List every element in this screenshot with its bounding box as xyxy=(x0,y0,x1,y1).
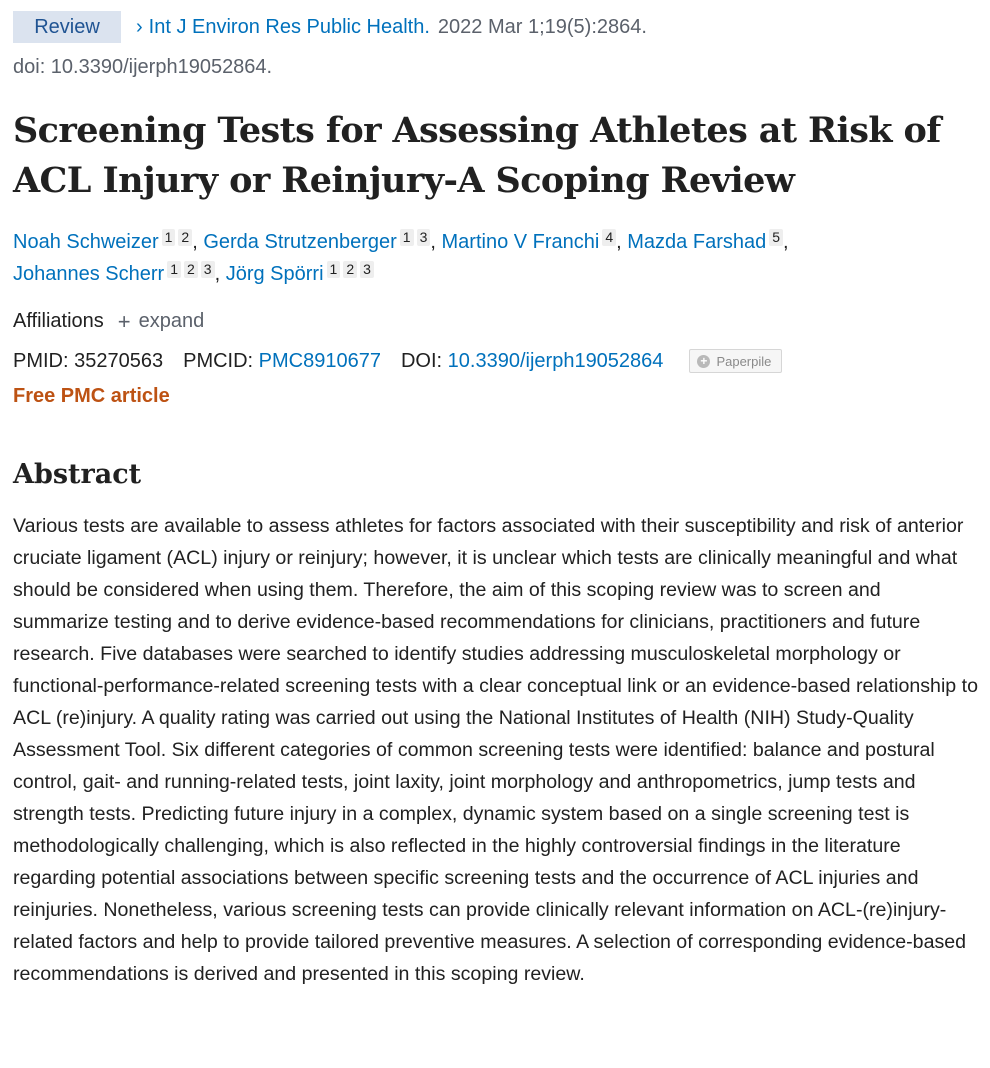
affiliation-ref[interactable]: 2 xyxy=(184,261,198,278)
chevron-right-icon[interactable]: › xyxy=(136,15,143,38)
doi-group xyxy=(401,350,663,373)
author-item xyxy=(627,231,783,253)
author-item xyxy=(442,231,617,253)
doi-label: DOI: xyxy=(400,349,443,372)
citation-doi: doi: 10.3390/ijerph19052864. xyxy=(13,56,273,78)
author-separator: , xyxy=(214,263,226,285)
authors-list xyxy=(13,226,977,290)
pmid-group xyxy=(13,350,163,373)
author-separator: , xyxy=(783,231,789,253)
affiliation-ref[interactable]: 1 xyxy=(162,229,176,246)
author-name[interactable]: Mazda Farshad xyxy=(627,231,767,253)
affiliations-expand-button[interactable] xyxy=(118,310,204,333)
author-name[interactable]: Noah Schweizer xyxy=(13,231,159,253)
pmid-value: 35270563 xyxy=(74,349,164,372)
publication-type-badge: Review xyxy=(13,11,121,43)
citation-date: 2022 Mar 1;19(5):2864. xyxy=(437,15,647,38)
affiliation-ref[interactable]: 3 xyxy=(417,229,431,246)
free-pmc-article-label: Free PMC article xyxy=(13,385,170,407)
affiliation-ref[interactable]: 3 xyxy=(201,261,215,278)
doi-link[interactable]: 10.3390/ijerph19052864 xyxy=(447,349,664,372)
author-separator: , xyxy=(192,231,204,253)
abstract-text: Various tests are available to assess athletes for factors associated with their susceptibility and risk of anterior cruciate ligament (ACL) injury or reinjury; however, it is unclear which tests are clinically meaningful and what should be considered when using them. Therefore, the aim of this scoping review was to screen and summarize testing and to derive evidence-based recommendations for clinicians, practitioners and future research. Five databases were searched to identify studies addressing musculoskeletal morphology or functional-performance-related screening tests with a clear conceptual link or an evidence-based relationship to ACL (re)injury. A quality rating was carried out using the National Institutes of Health (NIH) Study-Quality Assessment Tool. Six different categories of common screening tests were identified: balance and postural control, gait- and running-related tests, joint laxity, joint morphology and anthropometrics, jump tests and strength tests. Predicting future injury in a complex, dynamic system based on a single screening test is methodologically challenging, which is also reflected in the highly controversial findings in the literature regarding potential associations between specific screening tests and the occurrence of ACL injuries and reinjuries. Nonetheless, various screening tests can provide clinically relevant information on ACL-(re)injury-related factors and help to provide tailored preventive measures. A selection of corresponding evidence-based recommendations is derived and presented in this scoping review. xyxy=(13,515,978,985)
author-name[interactable]: Johannes Scherr xyxy=(13,263,165,285)
author-item xyxy=(226,263,374,285)
author-name[interactable]: Martino V Franchi xyxy=(441,231,600,253)
identifiers-row xyxy=(13,349,782,373)
journal-link[interactable]: Int J Environ Res Public Health. xyxy=(148,15,430,38)
author-item xyxy=(203,231,430,253)
pmcid-group xyxy=(183,350,381,373)
plus-icon: + xyxy=(117,308,131,334)
author-item xyxy=(13,231,192,253)
abstract-heading: Abstract xyxy=(13,459,142,490)
affiliation-ref[interactable]: 4 xyxy=(602,229,616,246)
pmcid-label: PMCID: xyxy=(183,349,254,372)
pmid-label: PMID: xyxy=(13,349,69,372)
author-separator: , xyxy=(616,231,628,253)
paperpile-label: Paperpile xyxy=(716,353,772,369)
affiliation-ref[interactable]: 2 xyxy=(343,261,357,278)
author-item xyxy=(13,263,215,285)
affiliation-ref[interactable]: 1 xyxy=(400,229,414,246)
affiliation-ref[interactable]: 5 xyxy=(769,229,783,246)
author-separator: , xyxy=(430,231,442,253)
plus-circle-icon: + xyxy=(697,355,710,368)
article-title: Screening Tests for Assessing Athletes at Risk of ACL Injury or Reinjury-A Scoping Review xyxy=(13,110,941,201)
pmcid-link[interactable]: PMC8910677 xyxy=(258,349,381,372)
affiliations-label: Affiliations xyxy=(13,310,104,332)
affiliation-ref[interactable]: 2 xyxy=(178,229,192,246)
author-name[interactable]: Gerda Strutzenberger xyxy=(203,231,397,253)
citation-line xyxy=(13,11,647,43)
affiliations-row xyxy=(13,310,204,333)
affiliation-ref[interactable]: 1 xyxy=(327,261,341,278)
expand-label: expand xyxy=(138,310,205,332)
author-name[interactable]: Jörg Spörri xyxy=(225,263,324,285)
affiliation-ref[interactable]: 3 xyxy=(360,261,374,278)
paperpile-button[interactable] xyxy=(689,349,782,373)
affiliation-ref[interactable]: 1 xyxy=(167,261,181,278)
